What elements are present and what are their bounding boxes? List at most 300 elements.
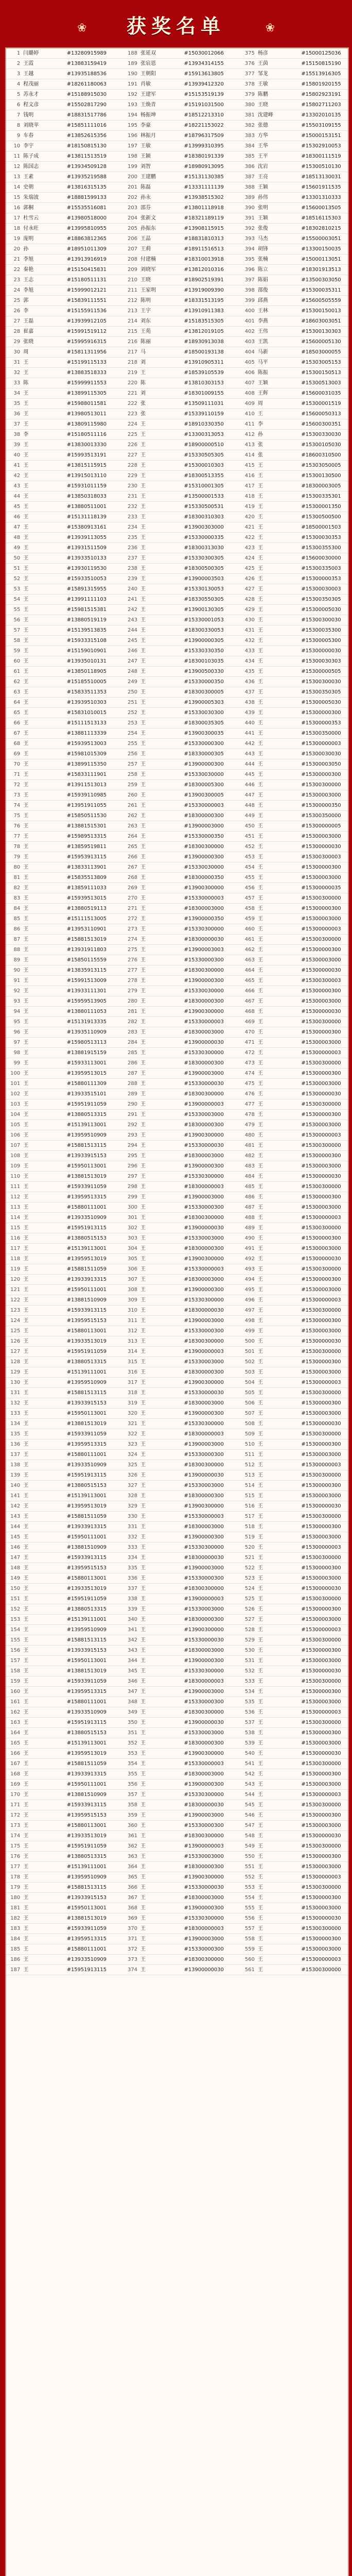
winner-number: 52	[6, 574, 21, 584]
winner-phone: #15330300000	[183, 1543, 231, 1553]
winner-phone: #15330000030	[183, 1883, 231, 1893]
winner-number: 237	[124, 553, 138, 564]
column-gap	[113, 873, 123, 883]
winner-phone: #15300000030	[300, 842, 348, 852]
winner-number: 69	[6, 749, 21, 759]
winner-number: 96	[6, 1027, 21, 1038]
column-gap	[113, 770, 123, 780]
winner-row	[6, 862, 348, 873]
winner-name: 王	[21, 770, 66, 780]
winner-number: 426	[241, 574, 256, 584]
column-gap	[113, 1172, 123, 1182]
winner-number: 407	[241, 378, 256, 388]
winner-phone: #15881513019	[66, 935, 114, 945]
winner-name: 刘智	[138, 162, 183, 172]
winner-phone: #13881513019	[66, 1172, 114, 1182]
winner-name: 王	[138, 1409, 183, 1419]
column-gap	[113, 1388, 123, 1398]
winner-name: 王	[138, 1687, 183, 1697]
winner-row	[6, 1821, 348, 1831]
winner-row	[6, 327, 348, 337]
winner-phone: #15300150513	[300, 368, 348, 378]
column-gap	[113, 1553, 123, 1563]
winner-name: 王	[21, 1192, 66, 1202]
winner-name: 王	[256, 1800, 301, 1810]
winner-phone: #15880111309	[66, 1079, 114, 1089]
column-gap	[113, 368, 123, 378]
winner-name: 王	[138, 996, 183, 1007]
winner-phone: #15303050005	[300, 461, 348, 471]
column-gap	[231, 1172, 240, 1182]
winner-phone: #15300003000	[300, 1409, 348, 1419]
column-gap	[231, 1944, 240, 1955]
winner-name: 王	[256, 481, 301, 492]
column-gap	[231, 1553, 240, 1563]
winner-phone: #15300300000	[300, 1306, 348, 1316]
winner-phone: #15330300000	[183, 1172, 231, 1182]
winner-number: 106	[6, 1130, 21, 1141]
winner-name: 邵芬	[138, 203, 183, 213]
winner-phone: #15950113001	[66, 1903, 114, 1913]
winner-row	[6, 1233, 348, 1244]
winner-number: 559	[241, 1944, 256, 1955]
winner-number: 192	[124, 90, 138, 100]
winner-name: 马平	[256, 358, 301, 368]
winner-phone: #13900300005	[183, 790, 231, 801]
winner-phone: #13910905311	[183, 358, 231, 368]
winner-row	[6, 1223, 348, 1233]
winner-phone: #15880113001	[66, 1326, 114, 1336]
winner-name: 王	[256, 1512, 301, 1522]
column-gap	[113, 986, 123, 996]
winner-name: 王	[138, 1625, 183, 1635]
column-gap	[113, 1295, 123, 1306]
winner-name: 王	[21, 1151, 66, 1161]
winner-row	[6, 842, 348, 852]
winner-number: 77	[6, 832, 21, 842]
winner-name: 王	[138, 656, 183, 667]
column-gap	[231, 59, 240, 69]
winner-name: 王	[138, 1944, 183, 1955]
column-gap	[231, 1728, 240, 1738]
winner-number: 24	[6, 285, 21, 296]
winner-number: 490	[241, 1233, 256, 1244]
winner-number: 305	[124, 1254, 138, 1264]
column-gap	[113, 1707, 123, 1718]
winner-row	[6, 440, 348, 450]
winner-phone: #15185510005	[66, 677, 114, 687]
winner-phone: #15300300000	[300, 1883, 348, 1893]
winner-row	[6, 935, 348, 945]
winner-name: 孙	[256, 430, 301, 440]
winner-number: 108	[6, 1151, 21, 1161]
column-gap	[113, 244, 123, 255]
winner-phone: #13900003000	[183, 1069, 231, 1079]
winner-phone: #15988011581	[66, 399, 114, 409]
column-gap	[113, 636, 123, 646]
column-gap	[231, 1532, 240, 1543]
winner-phone: #13933915153	[66, 1151, 114, 1161]
winner-number: 335	[124, 1563, 138, 1573]
winner-name: 王	[21, 1347, 66, 1357]
column-gap	[113, 1656, 123, 1666]
winner-number: 251	[124, 698, 138, 708]
winner-phone: #15880111001	[66, 1450, 114, 1460]
winner-phone: #15880113001	[66, 1573, 114, 1584]
winner-number: 60	[6, 656, 21, 667]
winner-number: 478	[241, 1110, 256, 1120]
winner-phone: #13933913315	[66, 1522, 114, 1532]
winner-name: 王	[138, 1192, 183, 1202]
column-gap	[113, 172, 123, 182]
winner-number: 292	[124, 1120, 138, 1130]
winner-phone: #13900130305	[183, 605, 231, 615]
winner-number: 191	[124, 79, 138, 90]
winner-number: 80	[6, 862, 21, 873]
winner-name: 王	[256, 1862, 301, 1872]
winner-number: 254	[124, 728, 138, 739]
winner-phone: #13850318033	[66, 492, 114, 502]
winner-name: 王	[256, 595, 301, 605]
winner-name: 王	[256, 1656, 301, 1666]
winner-name: 王	[256, 1769, 301, 1780]
winner-name: 王	[256, 646, 301, 656]
winner-name: 王华	[256, 141, 301, 151]
column-gap	[231, 1543, 240, 1553]
winner-phone: #13933111301	[66, 986, 114, 996]
winner-number: 308	[124, 1285, 138, 1295]
winner-number: 330	[124, 1512, 138, 1522]
winner-number: 45	[6, 502, 21, 512]
winner-name: 王	[138, 1893, 183, 1903]
winner-number: 172	[6, 1810, 21, 1821]
column-gap	[113, 1038, 123, 1048]
winner-number: 340	[124, 1615, 138, 1625]
winner-name: 王	[256, 1965, 301, 1975]
winner-number: 177	[6, 1862, 21, 1872]
winner-number: 560	[241, 1955, 256, 1965]
winner-name: 王	[138, 1306, 183, 1316]
winner-number: 361	[124, 1831, 138, 1841]
column-gap	[231, 780, 240, 790]
winner-phone: #13880513315	[66, 1852, 114, 1862]
winner-number: 441	[241, 728, 256, 739]
winner-phone: #15951913115	[66, 1223, 114, 1233]
column-gap	[113, 327, 123, 337]
winner-number: 165	[6, 1738, 21, 1749]
winner-name: 王	[256, 1378, 301, 1388]
winner-row	[6, 595, 348, 605]
winner-name: 王	[21, 1481, 66, 1491]
winner-name: 王家明	[138, 285, 183, 296]
winner-phone: #15300300000	[300, 1141, 348, 1151]
winner-phone: #15150815190	[300, 59, 348, 69]
winner-name: 王	[138, 471, 183, 481]
winner-phone: #15951913115	[66, 1718, 114, 1728]
winner-name: 陈娟	[256, 275, 301, 285]
column-gap	[231, 450, 240, 461]
winner-name: 王	[21, 1182, 66, 1192]
column-gap	[231, 553, 240, 564]
winner-name: 王	[256, 1130, 301, 1141]
winner-name: 王	[21, 595, 66, 605]
winner-phone: #15030012066	[183, 48, 231, 59]
winner-name: 王	[21, 873, 66, 883]
column-gap	[113, 1130, 123, 1141]
winner-number: 357	[124, 1790, 138, 1800]
winner-name: 王	[256, 811, 301, 821]
winner-name: 付永旺	[21, 224, 66, 234]
column-gap	[231, 625, 240, 636]
winner-name: 王	[138, 605, 183, 615]
winner-number: 87	[6, 935, 21, 945]
winner-name: 王	[138, 759, 183, 770]
winner-name: 王	[256, 625, 301, 636]
winner-number: 410	[241, 409, 256, 419]
column-gap	[113, 564, 123, 574]
winner-phone: #15300000300	[300, 1481, 348, 1491]
winner-phone: #13900003003	[183, 945, 231, 955]
winner-number: 27	[6, 316, 21, 327]
winner-phone: #18900000510	[183, 440, 231, 450]
winner-number: 84	[6, 904, 21, 914]
winner-phone: #15300003000	[300, 1656, 348, 1666]
winner-name: 王	[256, 1893, 301, 1903]
winner-phone: #13859111033	[66, 883, 114, 893]
winner-name: 王	[138, 1573, 183, 1584]
winner-name: 王	[256, 1336, 301, 1347]
winner-name: 王	[256, 1120, 301, 1130]
column-gap	[113, 1419, 123, 1429]
winner-phone: #18911516513	[183, 244, 231, 255]
winner-name: 王	[138, 481, 183, 492]
winner-number: 140	[6, 1481, 21, 1491]
column-gap	[231, 1326, 240, 1336]
column-gap	[113, 1491, 123, 1501]
winner-phone: #15139113001	[66, 1491, 114, 1501]
winner-phone: #15300030003	[300, 584, 348, 595]
winner-phone: #13933915153	[66, 1646, 114, 1656]
winner-phone: #13939113055	[66, 533, 114, 543]
winner-phone: #18300000300	[183, 1738, 231, 1749]
winner-number: 345	[124, 1666, 138, 1676]
winner-phone: #15801920155	[300, 79, 348, 90]
winner-name: 王	[21, 1790, 66, 1800]
winner-phone: #15300003000	[300, 1367, 348, 1378]
winner-phone: #15300000030	[300, 1584, 348, 1594]
winner-name: 王	[256, 656, 301, 667]
column-gap	[113, 1285, 123, 1295]
winner-name: 王	[256, 790, 301, 801]
column-gap	[113, 667, 123, 677]
column-gap	[113, 1821, 123, 1831]
column-gap	[113, 1913, 123, 1924]
winner-row	[6, 450, 348, 461]
column-gap	[231, 739, 240, 749]
winner-name: 王	[21, 512, 66, 522]
winner-row	[6, 1883, 348, 1893]
winner-phone: #15300003000	[300, 1326, 348, 1336]
column-gap	[113, 1676, 123, 1687]
winner-number: 316	[124, 1367, 138, 1378]
winner-name: 王	[138, 1130, 183, 1141]
winner-name: 王	[138, 1182, 183, 1192]
column-gap	[231, 1378, 240, 1388]
winner-row	[6, 821, 348, 832]
winner-name: 王	[138, 1676, 183, 1687]
winner-phone: #18500001503	[300, 522, 348, 533]
column-gap	[113, 965, 123, 976]
winner-phone: #15300000035	[300, 883, 348, 893]
winner-number: 343	[124, 1646, 138, 1656]
winner-name: 王	[138, 1532, 183, 1543]
winner-name: 肖敏	[138, 79, 183, 90]
winner-phone: #13900003000	[183, 1810, 231, 1821]
column-gap	[113, 615, 123, 625]
winner-name: 王	[138, 945, 183, 955]
winner-name: 王	[138, 1491, 183, 1501]
column-gap	[231, 924, 240, 935]
winner-name: 沈建峰	[256, 110, 301, 121]
winner-number: 266	[124, 852, 138, 862]
winner-phone: #15111513005	[66, 914, 114, 924]
winner-number: 9	[6, 131, 21, 141]
winner-name: 王	[21, 615, 66, 625]
winner-number: 507	[241, 1409, 256, 1419]
winner-phone: #15881511059	[66, 1759, 114, 1769]
column-gap	[231, 419, 240, 430]
winner-name: 王亮	[256, 172, 301, 182]
winner-number: 134	[6, 1419, 21, 1429]
winner-name: 王	[21, 924, 66, 935]
winner-name: 王	[256, 924, 301, 935]
winner-name: 胡锋	[256, 244, 301, 255]
winner-row	[6, 1460, 348, 1470]
winner-name: 王	[138, 1872, 183, 1883]
winner-name: 王	[21, 1965, 66, 1975]
winner-name: 王	[21, 1553, 66, 1563]
winner-name: 朱瑞波	[21, 193, 66, 203]
winner-phone: #13930119530	[66, 564, 114, 574]
winner-row	[6, 296, 348, 306]
winner-row	[6, 1388, 348, 1398]
winner-name: 王	[21, 553, 66, 564]
winner-number: 97	[6, 1038, 21, 1048]
winner-row	[6, 1007, 348, 1017]
winner-name: 张新文	[138, 213, 183, 224]
winner-phone: #15300000300	[300, 1769, 348, 1780]
winner-number: 396	[241, 265, 256, 275]
winner-name: 王	[138, 1378, 183, 1388]
winner-phone: #15300003050	[300, 759, 348, 770]
winner-number: 368	[124, 1903, 138, 1913]
column-gap	[231, 461, 240, 471]
winner-phone: #15300350000	[300, 811, 348, 821]
winner-number: 322	[124, 1429, 138, 1439]
winner-number: 279	[124, 986, 138, 996]
winner-name: 刘晓苹	[21, 121, 66, 131]
winner-row	[6, 1831, 348, 1841]
column-gap	[231, 1646, 240, 1656]
winner-name: 王	[138, 687, 183, 698]
winner-number: 306	[124, 1264, 138, 1275]
winner-number: 78	[6, 842, 21, 852]
winner-number: 114	[6, 1213, 21, 1223]
column-gap	[231, 1749, 240, 1759]
winner-row	[6, 522, 348, 533]
winner-number: 255	[124, 739, 138, 749]
winner-number: 127	[6, 1347, 21, 1357]
winner-phone: #15300000300	[300, 1439, 348, 1450]
column-gap	[231, 1821, 240, 1831]
winner-row	[6, 543, 348, 553]
column-gap	[113, 698, 123, 708]
column-gap	[113, 1027, 123, 1038]
winner-name: 邵俊	[256, 285, 301, 296]
winner-row	[6, 1326, 348, 1336]
winner-number: 240	[124, 584, 138, 595]
winner-row	[6, 347, 348, 358]
winner-name: 王	[256, 759, 301, 770]
column-gap	[231, 162, 240, 172]
winner-name: 李	[256, 419, 301, 430]
winner-row	[6, 852, 348, 862]
winner-name: 陈子成	[21, 151, 66, 162]
winner-number: 280	[124, 996, 138, 1007]
winner-phone: #13830013330	[66, 440, 114, 450]
winner-number: 149	[6, 1573, 21, 1584]
winner-row	[6, 1264, 348, 1275]
winner-phone: #15881513115	[66, 1635, 114, 1646]
winner-number: 264	[124, 832, 138, 842]
winner-row	[6, 172, 348, 182]
winner-name: 王	[21, 1007, 66, 1017]
winner-number: 552	[241, 1872, 256, 1883]
winner-name: 王	[138, 646, 183, 656]
winner-phone: #15300300000	[300, 1800, 348, 1810]
winner-name: 王	[138, 1903, 183, 1913]
column-gap	[231, 842, 240, 852]
winner-name: 王	[21, 1687, 66, 1697]
winner-name: 王敏	[138, 141, 183, 151]
winner-number: 133	[6, 1409, 21, 1419]
winner-number: 120	[6, 1275, 21, 1285]
winner-number: 561	[241, 1965, 256, 1975]
column-gap	[113, 1048, 123, 1058]
column-gap	[231, 399, 240, 409]
winner-number: 181	[6, 1903, 21, 1913]
winner-row	[6, 1306, 348, 1316]
column-gap	[231, 1481, 240, 1491]
winner-number: 479	[241, 1120, 256, 1130]
column-gap	[231, 708, 240, 718]
column-gap	[113, 481, 123, 492]
winner-number: 475	[241, 1079, 256, 1089]
winner-phone: #13910911383	[183, 306, 231, 316]
winner-name: 孙	[21, 244, 66, 255]
winner-row	[6, 316, 348, 327]
winner-phone: #18796317509	[183, 131, 231, 141]
winner-name: 王	[21, 1130, 66, 1141]
column-gap	[231, 749, 240, 759]
winner-name: 林振月	[138, 131, 183, 141]
column-gap	[231, 935, 240, 945]
winner-phone: #13900300000	[183, 1254, 231, 1264]
winner-name: 王	[21, 1089, 66, 1099]
winner-name: 王	[138, 1367, 183, 1378]
column-gap	[113, 1862, 123, 1872]
winner-number: 283	[124, 1027, 138, 1038]
